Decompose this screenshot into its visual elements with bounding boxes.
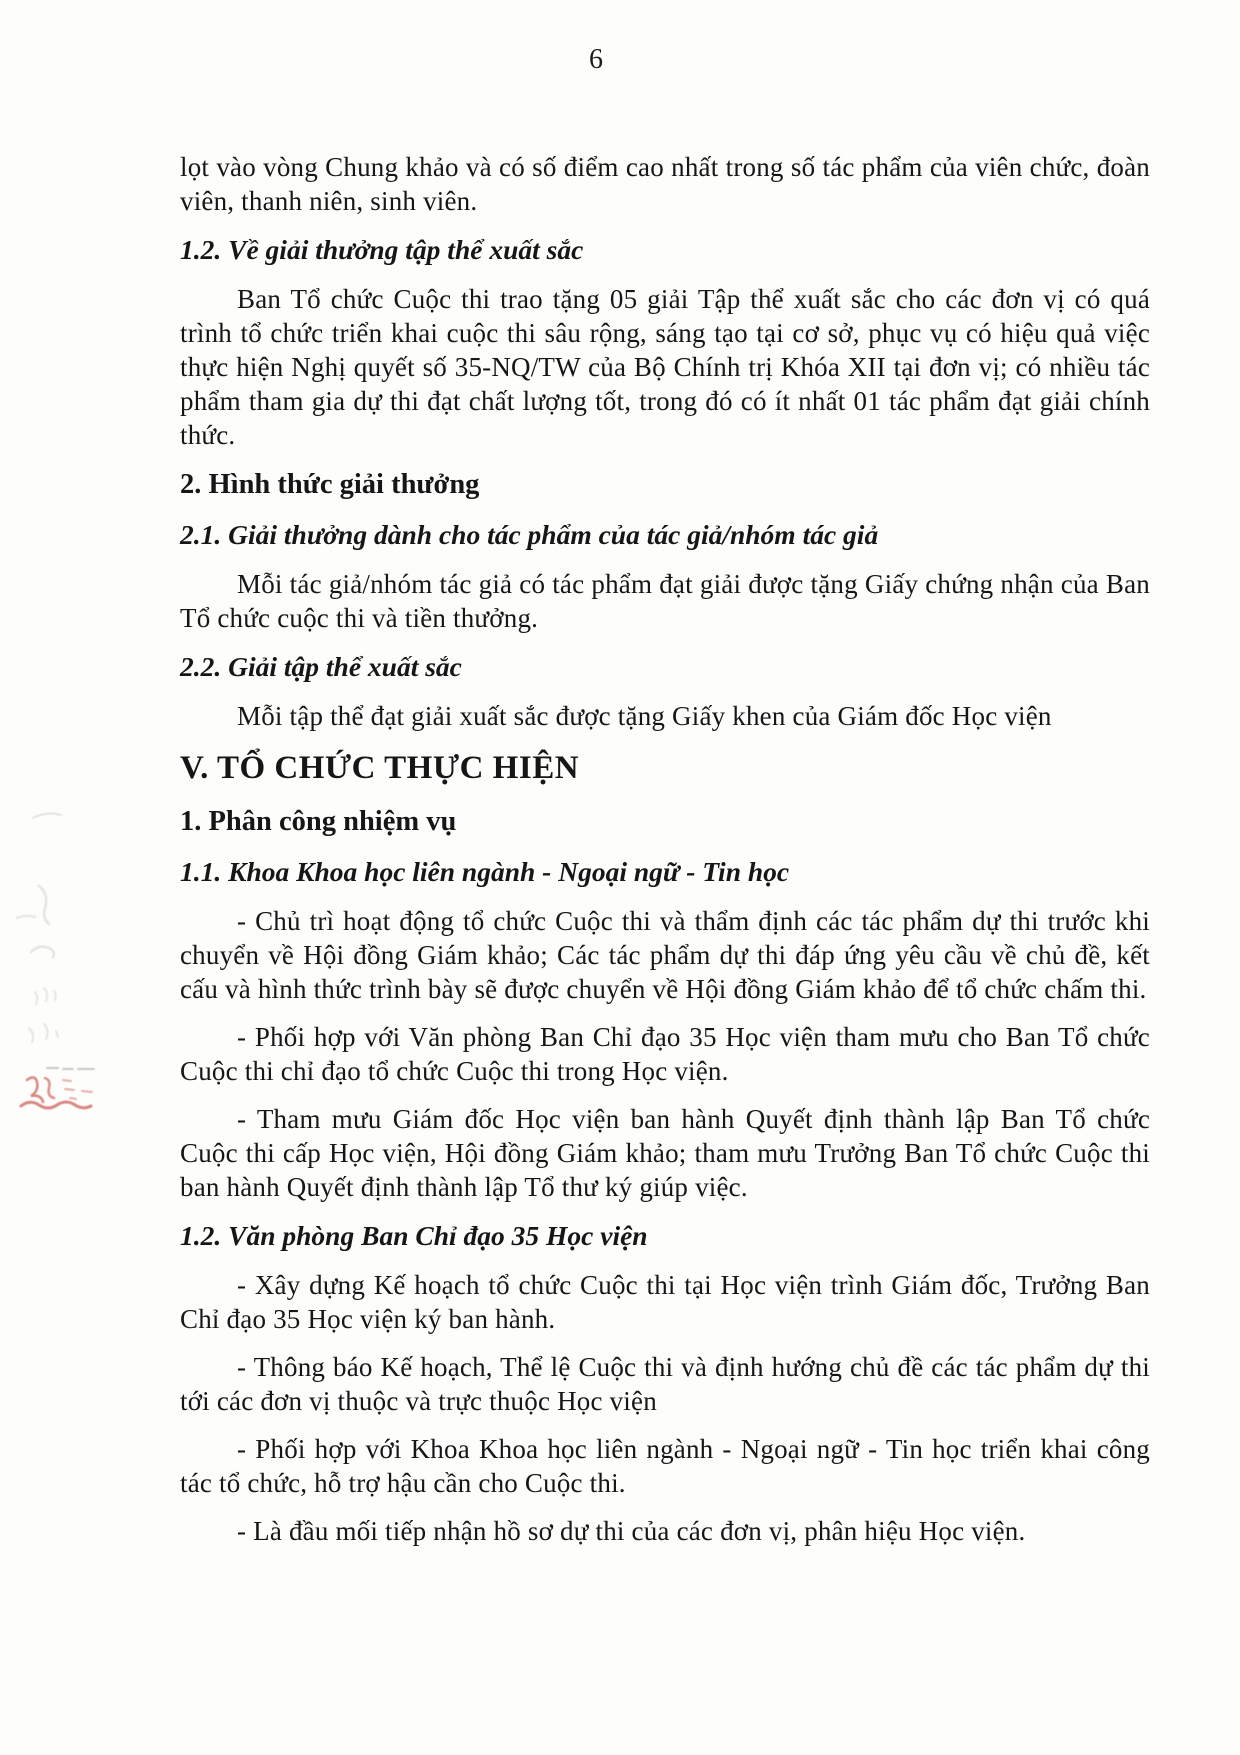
paragraph: Mỗi tập thể đạt giải xuất sắc được tặng Giấy khen của Giám đốc Học viện — [237, 701, 1052, 731]
margin-annotation-marks — [5, 780, 125, 1120]
paragraph: - Phối hợp với Văn phòng Ban Chỉ đạo 35 Học viện tham mưu cho Ban Tổ chức Cuộc thi chỉ đạo tổ chức Cuộc thi trong Học viện. — [180, 1022, 1150, 1086]
numbered-heading: 1. Phân công nhiệm vụ — [180, 806, 457, 837]
gray-smudge-marks — [17, 814, 61, 1042]
document-body — [180, 150, 1150, 1562]
subsection-heading: 2.1. Giải thưởng dành cho tác phẩm của tác giả/nhóm tác giả — [180, 519, 879, 550]
subsection-heading: 1.2. Về giải thưởng tập thể xuất sắc — [180, 234, 584, 265]
paragraph: Ban Tổ chức Cuộc thi trao tặng 05 giải Tập thể xuất sắc cho các đơn vị có quá trình tổ chức triển khai cuộc thi sâu rộng, sáng tạo tại cơ sở, phục vụ có hiệu quả việc thực hiện Nghị quyết số 35-NQ/TW của Bộ Chính trị Khóa XII tại đơn vị; có nhiều tác phẩm tham gia dự thi đạt chất lượng tốt, trong đó có ít nhất 01 tác phẩm đạt giải chính thức. — [180, 284, 1150, 450]
subsection-heading: 1.1. Khoa Khoa học liên ngành - Ngoại ngữ - Tin học — [180, 856, 790, 887]
paragraph: - Xây dựng Kế hoạch tổ chức Cuộc thi tại Học viện trình Giám đốc, Trưởng Ban Chỉ đạo 35 Học viện ký ban hành. — [180, 1270, 1150, 1334]
subsection-heading: 2.2. Giải tập thể xuất sắc — [180, 651, 462, 682]
paragraph: - Chủ trì hoạt động tổ chức Cuộc thi và thẩm định các tác phẩm dự thi trước khi chuyển về Hội đồng Giám khảo; Các tác phẩm dự thi đáp ứng yêu cầu về chủ đề, kết cấu và hình thức trình bày sẽ được chuyển về Hội đồng Giám khảo để tổ chức chấm thi. — [180, 906, 1150, 1004]
paragraph: Mỗi tác giả/nhóm tác giả có tác phẩm đạt giải được tặng Giấy chứng nhận của Ban Tổ chức cuộc thi và tiền thưởng. — [180, 569, 1150, 633]
paragraph: - Phối hợp với Khoa Khoa học liên ngành - Ngoại ngữ - Tin học triển khai công tác tổ chức, hỗ trợ hậu cần cho Cuộc thi. — [180, 1434, 1150, 1498]
page-number: 6 — [589, 44, 603, 75]
paragraph: lọt vào vòng Chung khảo và có số điểm cao nhất trong số tác phẩm của viên chức, đoàn viên, thanh niên, sinh viên. — [180, 152, 1150, 216]
paragraph: - Là đầu mối tiếp nhận hồ sơ dự thi của các đơn vị, phân hiệu Học viện. — [237, 1516, 1026, 1546]
numbered-heading: 2. Hình thức giải thưởng — [180, 469, 480, 500]
red-annotation-mark — [21, 1068, 94, 1108]
subsection-heading: 1.2. Văn phòng Ban Chỉ đạo 35 Học viện — [180, 1220, 648, 1251]
section-heading: V. TỔ CHỨC THỰC HIỆN — [180, 750, 580, 786]
paragraph: - Tham mưu Giám đốc Học viện ban hành Quyết định thành lập Ban Tổ chức Cuộc thi cấp Học viện, Hội đồng Giám khảo; tham mưu Trưởng Ban Tổ chức Cuộc thi ban hành Quyết định thành lập Tổ thư ký giúp việc. — [180, 1104, 1150, 1202]
paragraph: - Thông báo Kế hoạch, Thể lệ Cuộc thi và định hướng chủ đề các tác phẩm dự thi tới các đơn vị thuộc và trực thuộc Học viện — [180, 1352, 1150, 1416]
